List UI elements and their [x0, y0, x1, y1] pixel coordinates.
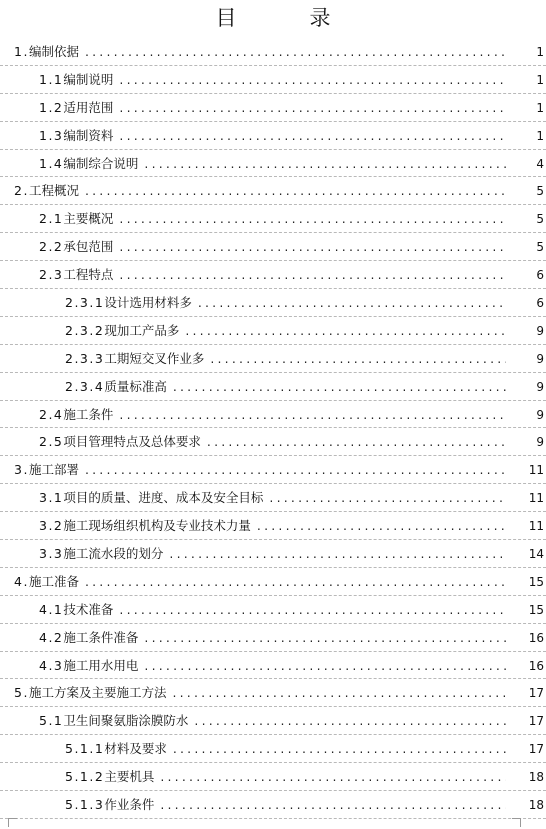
toc-entry-level-1[interactable]: [0, 679, 546, 707]
toc-entry-number: 2.3.2: [65, 322, 105, 338]
toc-entry-level-1[interactable]: [0, 568, 546, 596]
toc-entry-title: 主要机具: [104, 769, 155, 785]
toc-entry-number: 3.2: [39, 518, 64, 534]
toc-entry-title: 施工部署: [28, 462, 79, 478]
dot-leader: [85, 44, 506, 60]
toc-entry-page-number: 5: [536, 212, 544, 227]
dot-leader: [144, 658, 506, 674]
toc-entry-page-number: 4: [536, 156, 544, 171]
toc-entry-title: 施工条件准备: [63, 629, 139, 645]
toc-entry-page-number: 1: [536, 100, 544, 115]
toc-entry-title: 施工现场组织机构及专业技术力量: [63, 518, 251, 534]
toc-entry-title: 编制综合说明: [63, 155, 139, 171]
toc-entry-title: 技术准备: [63, 601, 114, 617]
toc-entry-level-2[interactable]: [0, 401, 546, 429]
toc-entry-title: 项目的质量、进度、成本及安全目标: [63, 490, 264, 506]
toc-entry-number: 5.1.2: [65, 769, 105, 785]
toc-entry-page-number: 6: [536, 268, 544, 283]
toc-entry-page-number: 6: [536, 296, 544, 311]
toc-entry-page-number: 9: [536, 351, 544, 366]
toc-entry-number: 2.3.4: [65, 378, 105, 394]
toc-entry-title: 质量标准高: [104, 378, 167, 394]
toc-entry-number: 3.: [14, 462, 29, 478]
toc-entry-title: 编制资料: [63, 127, 114, 143]
toc-entry-level-2[interactable]: [0, 624, 546, 652]
toc-entry-title: 工程特点: [63, 267, 114, 283]
dot-leader: [119, 100, 506, 116]
dot-leader: [173, 379, 506, 395]
toc-entry-number: 1.1: [39, 71, 64, 87]
dot-leader: [210, 351, 506, 367]
toc-entry-title: 施工条件: [63, 406, 114, 422]
toc-entry-level-2[interactable]: [0, 122, 546, 150]
toc-entry-level-3[interactable]: [0, 791, 546, 819]
toc-entry-level-3[interactable]: [0, 373, 546, 401]
toc-entry-page-number: 1: [536, 72, 544, 87]
toc-entry-page-number: 17: [528, 742, 544, 757]
toc-entry-number: 1.4: [39, 155, 64, 171]
toc-entry-page-number: 11: [528, 463, 544, 478]
toc-entry-page-number: 9: [536, 407, 544, 422]
toc-entry-page-number: 16: [528, 658, 544, 673]
dot-leader: [169, 546, 506, 562]
toc-entry-number: 5.1.3: [65, 797, 105, 813]
toc-entry-level-2[interactable]: [0, 94, 546, 122]
dot-leader: [85, 574, 506, 590]
toc-entry-page-number: 1: [536, 128, 544, 143]
toc-entry-page-number: 1: [536, 45, 544, 59]
toc-entry-level-3[interactable]: [0, 345, 546, 373]
dot-leader: [269, 490, 506, 506]
toc-entry-title: 材料及要求: [104, 741, 167, 757]
toc-entry-level-2[interactable]: [0, 261, 546, 289]
dot-leader: [172, 685, 506, 701]
dot-leader: [198, 295, 506, 311]
toc-entry-level-2[interactable]: [0, 484, 546, 512]
toc-entry-title: 工程概况: [28, 183, 79, 199]
toc-entry-number: 2.3.1: [65, 295, 105, 311]
toc-entry-page-number: 18: [528, 770, 544, 785]
toc-entry-level-3[interactable]: [0, 317, 546, 345]
dot-leader: [85, 183, 506, 199]
toc-entry-number: 3.1: [39, 490, 64, 506]
toc-entry-number: 2.3: [39, 267, 64, 283]
toc-entry-page-number: 15: [528, 574, 544, 589]
toc-entry-title: 施工方案及主要施工方法: [28, 685, 167, 701]
toc-entry-level-1[interactable]: [0, 38, 546, 66]
dot-leader: [119, 407, 506, 423]
toc-title: 目 录: [215, 6, 357, 30]
toc-entry-level-3[interactable]: [0, 763, 546, 791]
dot-leader: [160, 769, 506, 785]
dot-leader: [207, 434, 506, 450]
dot-leader: [173, 741, 506, 757]
toc-entry-number: 5.1: [39, 713, 64, 729]
toc-entry-number: 2.2: [39, 239, 64, 255]
toc-entry-level-2[interactable]: [0, 512, 546, 540]
toc-entry-level-3[interactable]: [0, 735, 546, 763]
toc-entry-number: 4.2: [39, 629, 64, 645]
toc-entry-page-number: 11: [528, 491, 544, 506]
toc-entry-number: 4.3: [39, 657, 64, 673]
toc-entry-title: 设计选用材料多: [104, 295, 192, 311]
dot-leader: [119, 72, 506, 88]
toc-entry-level-1[interactable]: [0, 456, 546, 484]
toc-entry-number: 1.2: [39, 99, 64, 115]
toc-entry-page-number: 5: [536, 240, 544, 255]
toc-entry-level-2[interactable]: [0, 540, 546, 568]
toc-entry-number: 5.: [14, 685, 29, 701]
table-of-contents: [0, 38, 546, 819]
dot-leader: [119, 267, 506, 283]
toc-entry-page-number: 15: [528, 602, 544, 617]
toc-entry-number: 2.: [14, 183, 29, 199]
dot-leader: [119, 602, 506, 618]
toc-entry-level-2[interactable]: [0, 596, 546, 624]
toc-entry-level-2[interactable]: [0, 428, 546, 456]
toc-entry-number: 2.5: [39, 434, 64, 450]
toc-entry-title: 作业条件: [104, 797, 155, 813]
toc-entry-title: 施工准备: [28, 573, 79, 589]
toc-entry-number: 5.1.1: [65, 741, 105, 757]
dot-leader: [119, 128, 506, 144]
toc-entry-page-number: 14: [528, 547, 544, 562]
toc-entry-level-2[interactable]: [0, 66, 546, 94]
toc-entry-level-2[interactable]: [0, 707, 546, 735]
toc-entry-level-2[interactable]: [0, 150, 546, 178]
toc-entry-page-number: 11: [528, 519, 544, 534]
toc-entry-number: 4.1: [39, 601, 64, 617]
dot-leader: [185, 323, 506, 339]
toc-entry-title: 承包范围: [63, 239, 114, 255]
toc-entry-title: 卫生间聚氨脂涂膜防水: [63, 713, 189, 729]
toc-entry-page-number: 9: [536, 379, 544, 394]
toc-entry-number: 1.: [14, 44, 29, 59]
dot-leader: [144, 156, 506, 172]
toc-entry-number: 2.4: [39, 406, 64, 422]
toc-entry-level-3[interactable]: [0, 289, 546, 317]
dot-leader: [194, 713, 506, 729]
toc-entry-page-number: 17: [528, 686, 544, 701]
toc-entry-title: 施工流水段的划分: [63, 546, 164, 562]
toc-entry-title: 工期短交叉作业多: [104, 350, 205, 366]
crop-mark-left: [8, 818, 17, 827]
toc-entry-page-number: 18: [528, 798, 544, 813]
dot-leader: [119, 239, 506, 255]
dot-leader: [257, 518, 506, 534]
toc-entry-level-2[interactable]: [0, 205, 546, 233]
toc-entry-title: 适用范围: [63, 99, 114, 115]
toc-entry-title: 项目管理特点及总体要求: [63, 434, 201, 450]
dot-leader: [119, 211, 506, 227]
toc-entry-title: 编制依据: [28, 44, 79, 59]
dot-leader: [85, 462, 506, 478]
toc-entry-title: 编制说明: [63, 71, 114, 87]
row-divider: [0, 818, 546, 819]
toc-entry-title: 主要概况: [63, 211, 114, 227]
toc-entry-level-2[interactable]: [0, 652, 546, 680]
toc-entry-number: 1.3: [39, 127, 64, 143]
toc-entry-number: 2.1: [39, 211, 64, 227]
toc-entry-page-number: 9: [536, 323, 544, 338]
dot-leader: [144, 630, 506, 646]
toc-entry-level-2[interactable]: [0, 233, 546, 261]
toc-entry-number: 2.3.3: [65, 350, 105, 366]
toc-entry-title: 施工用水用电: [63, 657, 139, 673]
toc-entry-number: 3.3: [39, 546, 64, 562]
crop-mark-right: [512, 818, 521, 827]
toc-entry-page-number: 17: [528, 714, 544, 729]
toc-entry-page-number: 5: [536, 184, 544, 199]
toc-entry-level-1[interactable]: [0, 177, 546, 205]
toc-entry-page-number: 16: [528, 630, 544, 645]
toc-entry-page-number: 9: [536, 435, 544, 450]
toc-entry-title: 现加工产品多: [104, 322, 180, 338]
dot-leader: [160, 797, 506, 813]
toc-entry-number: 4.: [14, 573, 29, 589]
